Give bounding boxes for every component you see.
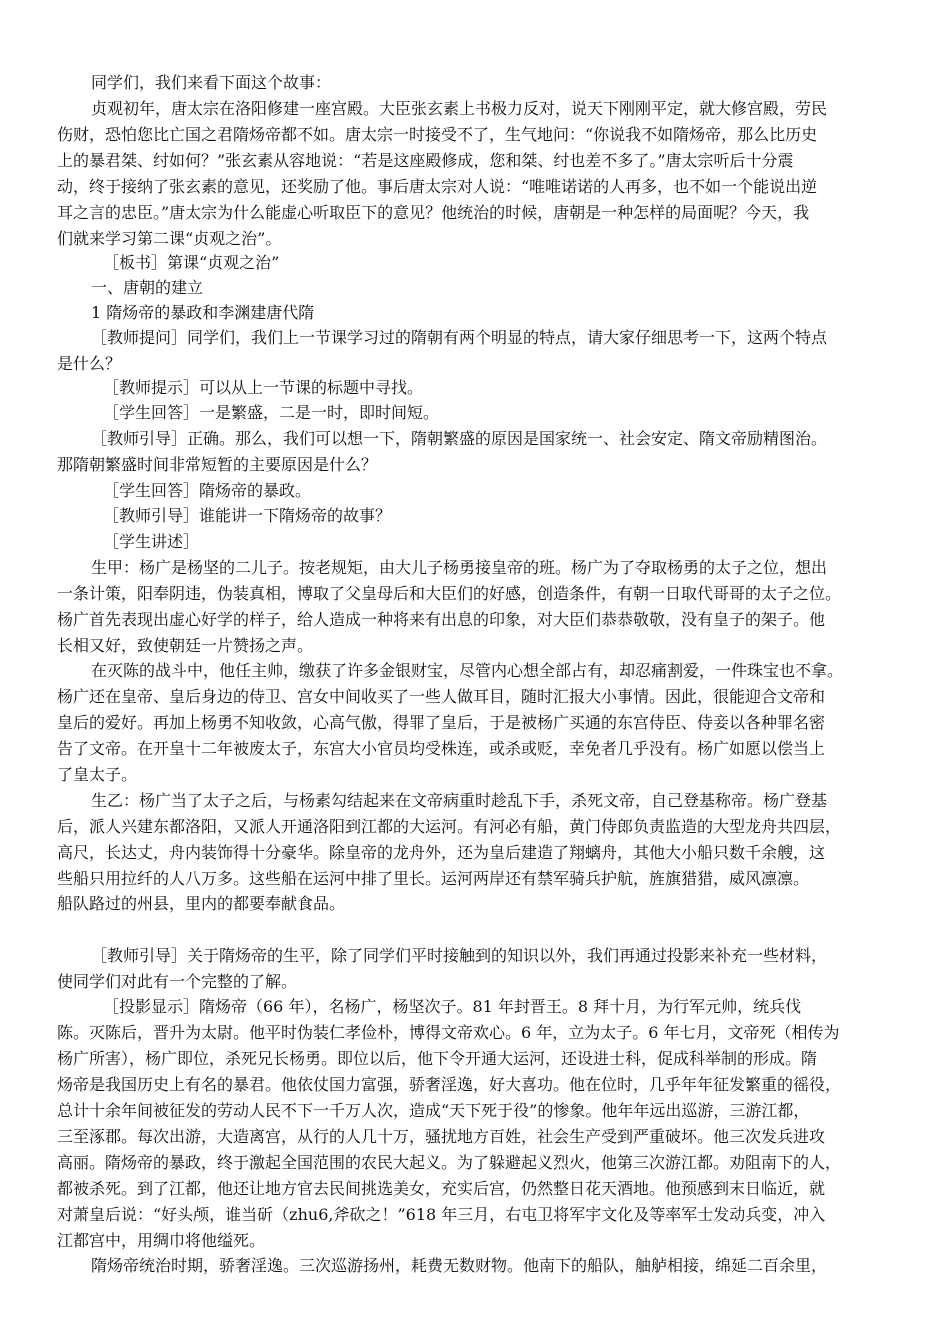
text-line: 动，终于接纳了张玄素的意见，还奖励了他。事后唐太宗对人说：“唯唯诺诺的人再多，也不如一个能说出逆 bbox=[57, 177, 818, 196]
text-line: 炀帝是我国历史上有名的暴君。他依仗国力富强，骄奢淫逸，好大喜功。他在位时，几乎年年征发繁重的徭役， bbox=[57, 1075, 842, 1094]
text-line: 杨广还在皇帝、皇后身边的侍卫、宫女中间收买了一些人做耳目，随时汇报大小事情。因此，很能迎合文帝和 bbox=[57, 687, 826, 706]
text-line: 告了文帝。在开皇十二年被废太子，东宫大小官员均受株连，或杀或贬，幸免者几乎没有。杨广如愿以偿当上 bbox=[57, 739, 826, 758]
text-line: 耳之言的忠臣。”唐太宗为什么能虚心听取臣下的意见？他统治的时候，唐朝是一种怎样的局面呢？今天，我 bbox=[57, 203, 810, 222]
text-line: 杨广首先表现出虚心好学的样子，给人造成一种将来有出息的印象，对大臣们恭恭敬敬，没有皇子的架子。他 bbox=[57, 610, 826, 629]
text-line: 1 隋炀帝的暴政和李渊建唐代隋 bbox=[91, 303, 315, 322]
text-line: 使同学们对此有一个完整的了解。 bbox=[57, 972, 298, 991]
text-line: ［板书］第课“贞观之治” bbox=[103, 253, 280, 272]
text-line: 隋炀帝统治时期，骄奢淫逸。三次巡游扬州，耗费无数财物。他南下的船队，舳舻相接，绵延二百余里， bbox=[91, 1256, 828, 1275]
text-line: 都被杀死。到了江都，他还让地方官去民间挑选美女，充实后宫，仍然整日花天酒地。他预感到末日临近，就 bbox=[57, 1179, 826, 1198]
text-line: 船队路过的州县，里内的都要奉献食品。 bbox=[57, 894, 346, 913]
text-line: 在灭陈的战斗中，他任主帅，缴获了许多金银财宝，尽管内心想全部占有，却忍痛割爱，一件珠宝也不拿。 bbox=[91, 661, 844, 680]
text-line: 高尺，长达丈，舟内装饰得十分豪华。除皇帝的龙舟外，还为皇后建造了翔螭舟，其他大小船只数千余艘，这 bbox=[57, 843, 826, 862]
text-line: 是什么？ bbox=[57, 354, 122, 373]
text-line: 些船只用拉纤的人八万多。这些船在运河中排了里长。运河两岸还有禁军骑兵护航，旌旗猎猎，威风凛凛。 bbox=[57, 869, 810, 888]
text-line: 伤财，恐怕您比亡国之君隋炀帝都不如。唐太宗一时接受不了，生气地问：“你说我不如隋炀帝，那么比历史 bbox=[57, 125, 818, 144]
text-line: ［投影显示］隋炀帝（66 年），名杨广，杨坚次子。81 年封晋王。8 拜十月，为行军元帅，统兵伐 bbox=[103, 997, 802, 1016]
text-line: ［教师引导］谁能讲一下隋炀帝的故事？ bbox=[103, 506, 392, 525]
text-line: 对萧皇后说：“好头颅，谁当斫（zhu6,斧砍之！”618 年三月，右屯卫将军宇文化及等率军士发动兵变，冲入 bbox=[57, 1205, 826, 1224]
text-line: 贞观初年，唐太宗在洛阳修建一座宫殿。大臣张玄素上书极力反对，说天下刚刚平定，就大修宫殿，劳民 bbox=[91, 99, 828, 118]
text-line: 皇后的爱好。再加上杨勇不知收敛，心高气傲，得罪了皇后，于是被杨广买通的东宫侍臣、侍妾以各种罪名密 bbox=[57, 713, 826, 732]
text-line: ［教师提示］可以从上一节课的标题中寻找。 bbox=[103, 378, 424, 397]
text-line: ［教师引导］正确。那么，我们可以想一下，隋朝繁盛的原因是国家统一、社会安定、隋文帝励精图治。 bbox=[91, 429, 828, 448]
text-line: ［教师提问］同学们，我们上一节课学习过的隋朝有两个明显的特点，请大家仔细思考一下，这两个特点 bbox=[91, 328, 828, 347]
text-line: 那隋朝繁盛时间非常短暂的主要原因是什么？ bbox=[57, 455, 378, 474]
text-line: 上的暴君桀、纣如何？”张玄素从容地说：“若是这座殿修成，您和桀、纣也差不多了。”唐太宗听后十分震 bbox=[57, 151, 794, 170]
text-line: 生乙：杨广当了太子之后，与杨素勾结起来在文帝病重时趁乱下手，杀死文帝，自己登基称帝。杨广登基 bbox=[91, 791, 828, 810]
text-line: ［教师引导］关于隋炀帝的生平，除了同学们平时接触到的知识以外，我们再通过投影来补充一些材料， bbox=[91, 946, 828, 965]
text-line: ［学生讲述］ bbox=[103, 532, 200, 551]
text-line: 同学们，我们来看下面这个故事： bbox=[91, 73, 332, 92]
text-line: 后，派人兴建东都洛阳，又派人开通洛阳到江都的大运河。有河必有船，黄门侍郎负责监造的大型龙舟共四层， bbox=[57, 817, 842, 836]
text-line: 长相又好，致使朝廷一片赞扬之声。 bbox=[57, 636, 314, 655]
text-line: 总计十余年间被征发的劳动人民不下一千万人次，造成“天下死于役”的惨象。他年年远出巡游，三游江都， bbox=[57, 1101, 810, 1120]
text-line: 们就来学习第二课“贞观之治”。 bbox=[57, 229, 282, 248]
text-line: 江都宫中，用绸巾将他缢死。 bbox=[57, 1231, 266, 1250]
text-line: 一条计策，阳奉阴违，伪装真相，博取了父皇母后和大臣们的好感，创造条件，有朝一日取代哥哥的太子之位。 bbox=[57, 584, 842, 603]
text-line: 一、唐朝的建立 bbox=[91, 278, 204, 297]
text-line: 高丽。隋炀帝的暴政，终于激起全国范围的农民大起义。为了躲避起义烈火，他第三次游江都。劝阻南下的人， bbox=[57, 1153, 842, 1172]
text-line: ［学生回答］隋炀帝的暴政。 bbox=[103, 481, 312, 500]
text-line: 三至涿郡。每次出游，大造离宫，从行的人几十万，骚扰地方百姓，社会生产受到严重破坏。他三次发兵进攻 bbox=[57, 1127, 826, 1146]
text-line: 了皇太子。 bbox=[57, 765, 138, 784]
text-line: ［学生回答］一是繁盛，二是一时，即时间短。 bbox=[103, 403, 440, 422]
text-line: 生甲：杨广是杨坚的二儿子。按老规矩，由大儿子杨勇接皇帝的班。杨广为了夺取杨勇的太子之位，想出 bbox=[91, 558, 828, 577]
text-line: 杨广所害），杨广即位，杀死兄长杨勇。即位以后，他下令开通大运河，还设进士科，促成科举制的形成。隋 bbox=[57, 1049, 818, 1068]
text-line: 陈。灭陈后，晋升为太尉。他平时伪装仁孝俭朴，博得文帝欢心。6 年，立为太子。6 年七月，文帝死（相传为 bbox=[57, 1023, 840, 1042]
